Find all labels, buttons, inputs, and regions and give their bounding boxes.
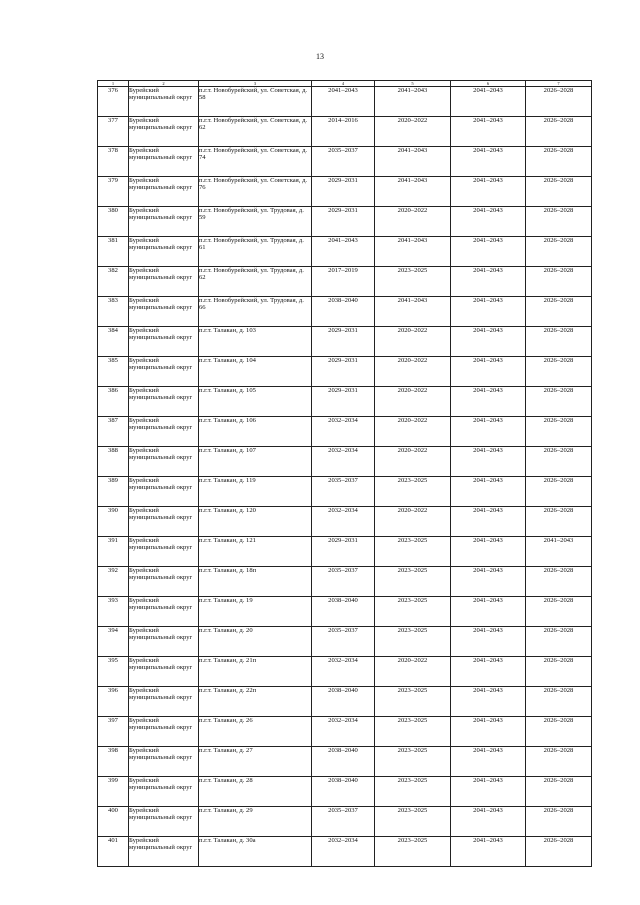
period-col-5: 2020–2022 <box>375 327 451 357</box>
period-col-7: 2026–2028 <box>526 327 592 357</box>
period-col-7: 2026–2028 <box>526 267 592 297</box>
district-name: Бурейский муниципальный округ <box>129 567 199 597</box>
row-number: 400 <box>98 807 129 837</box>
table-row <box>98 417 592 447</box>
period-col-5: 2023–2025 <box>375 267 451 297</box>
period-col-6: 2041–2043 <box>451 177 526 207</box>
row-number: 386 <box>98 387 129 417</box>
period-col-7: 2026–2028 <box>526 357 592 387</box>
address: п.г.т. Талакан, д. 18п <box>199 567 312 597</box>
period-col-7: 2026–2028 <box>526 237 592 267</box>
period-col-7: 2026–2028 <box>526 387 592 417</box>
period-col-5: 2020–2022 <box>375 657 451 687</box>
district-name: Бурейский муниципальный округ <box>129 507 199 537</box>
row-number: 388 <box>98 447 129 477</box>
period-col-7: 2026–2028 <box>526 297 592 327</box>
period-col-7: 2026–2028 <box>526 447 592 477</box>
period-col-5: 2023–2025 <box>375 687 451 717</box>
address: п.г.т. Талакан, д. 107 <box>199 447 312 477</box>
period-col-7: 2026–2028 <box>526 807 592 837</box>
column-header: 1 <box>98 81 129 87</box>
row-number: 394 <box>98 627 129 657</box>
table-row <box>98 357 592 387</box>
period-col-4: 2029–2031 <box>312 357 375 387</box>
period-col-7: 2026–2028 <box>526 747 592 777</box>
period-col-5: 2023–2025 <box>375 747 451 777</box>
row-number: 391 <box>98 537 129 567</box>
period-col-4: 2035–2037 <box>312 147 375 177</box>
period-col-4: 2038–2040 <box>312 597 375 627</box>
page-number: 13 <box>316 52 324 61</box>
table-row <box>98 207 592 237</box>
district-name: Бурейский муниципальный округ <box>129 717 199 747</box>
row-number: 383 <box>98 297 129 327</box>
district-name: Бурейский муниципальный округ <box>129 627 199 657</box>
period-col-4: 2032–2034 <box>312 717 375 747</box>
period-col-6: 2041–2043 <box>451 837 526 867</box>
period-col-4: 2038–2040 <box>312 747 375 777</box>
district-name: Бурейский муниципальный округ <box>129 327 199 357</box>
address: п.г.т. Талакан, д. 22п <box>199 687 312 717</box>
address: п.г.т. Талакан, д. 30а <box>199 837 312 867</box>
table-row <box>98 807 592 837</box>
address: п.г.т. Талакан, д. 27 <box>199 747 312 777</box>
table-row <box>98 507 592 537</box>
period-col-6: 2041–2043 <box>451 237 526 267</box>
table-row <box>98 717 592 747</box>
district-name: Бурейский муниципальный округ <box>129 537 199 567</box>
period-col-6: 2041–2043 <box>451 807 526 837</box>
address: п.г.т. Талакан, д. 103 <box>199 327 312 357</box>
row-number: 378 <box>98 147 129 177</box>
row-number: 384 <box>98 327 129 357</box>
table-row <box>98 597 592 627</box>
period-col-7: 2026–2028 <box>526 597 592 627</box>
period-col-4: 2035–2037 <box>312 627 375 657</box>
housing-repair-schedule-table <box>97 80 592 867</box>
period-col-5: 2020–2022 <box>375 117 451 147</box>
address: п.г.т. Талакан, д. 21п <box>199 657 312 687</box>
row-number: 392 <box>98 567 129 597</box>
period-col-4: 2029–2031 <box>312 207 375 237</box>
district-name: Бурейский муниципальный округ <box>129 237 199 267</box>
address: п.г.т. Талакан, д. 106 <box>199 417 312 447</box>
period-col-7: 2026–2028 <box>526 207 592 237</box>
period-col-7: 2026–2028 <box>526 417 592 447</box>
period-col-4: 2032–2034 <box>312 447 375 477</box>
column-header: 5 <box>375 81 451 87</box>
period-col-7: 2041–2043 <box>526 537 592 567</box>
period-col-5: 2023–2025 <box>375 717 451 747</box>
period-col-5: 2023–2025 <box>375 597 451 627</box>
district-name: Бурейский муниципальный округ <box>129 117 199 147</box>
table-row <box>98 237 592 267</box>
period-col-4: 2014–2016 <box>312 117 375 147</box>
period-col-5: 2041–2043 <box>375 177 451 207</box>
period-col-5: 2023–2025 <box>375 777 451 807</box>
row-number: 380 <box>98 207 129 237</box>
column-header: 3 <box>199 81 312 87</box>
period-col-6: 2041–2043 <box>451 597 526 627</box>
address: п.г.т. Новобурейский, ул. Советская, д. 58 <box>199 87 312 117</box>
period-col-5: 2020–2022 <box>375 447 451 477</box>
row-number: 382 <box>98 267 129 297</box>
period-col-5: 2041–2043 <box>375 237 451 267</box>
district-name: Бурейский муниципальный округ <box>129 387 199 417</box>
district-name: Бурейский муниципальный округ <box>129 207 199 237</box>
table-row <box>98 537 592 567</box>
period-col-4: 2029–2031 <box>312 177 375 207</box>
address: п.г.т. Новобурейский, ул. Трудовая, д. 62 <box>199 267 312 297</box>
row-number: 398 <box>98 747 129 777</box>
period-col-6: 2041–2043 <box>451 447 526 477</box>
period-col-4: 2035–2037 <box>312 807 375 837</box>
period-col-5: 2023–2025 <box>375 477 451 507</box>
period-col-7: 2026–2028 <box>526 507 592 537</box>
district-name: Бурейский муниципальный округ <box>129 687 199 717</box>
address: п.г.т. Новобурейский, ул. Трудовая, д. 61 <box>199 237 312 267</box>
table-row <box>98 297 592 327</box>
period-col-7: 2026–2028 <box>526 627 592 657</box>
period-col-6: 2041–2043 <box>451 717 526 747</box>
row-number: 390 <box>98 507 129 537</box>
row-number: 401 <box>98 837 129 867</box>
table-row <box>98 627 592 657</box>
address: п.г.т. Новобурейский, ул. Советская, д. 76 <box>199 177 312 207</box>
address: п.г.т. Талакан, д. 119 <box>199 477 312 507</box>
period-col-7: 2026–2028 <box>526 717 592 747</box>
row-number: 385 <box>98 357 129 387</box>
period-col-4: 2032–2034 <box>312 837 375 867</box>
period-col-4: 2032–2034 <box>312 657 375 687</box>
period-col-6: 2041–2043 <box>451 777 526 807</box>
period-col-5: 2023–2025 <box>375 627 451 657</box>
address: п.г.т. Новобурейский, ул. Советская, д. 74 <box>199 147 312 177</box>
period-col-7: 2026–2028 <box>526 477 592 507</box>
table-row <box>98 567 592 597</box>
period-col-4: 2029–2031 <box>312 327 375 357</box>
district-name: Бурейский муниципальный округ <box>129 297 199 327</box>
table-row <box>98 747 592 777</box>
period-col-7: 2026–2028 <box>526 87 592 117</box>
district-name: Бурейский муниципальный округ <box>129 267 199 297</box>
period-col-7: 2026–2028 <box>526 567 592 597</box>
period-col-6: 2041–2043 <box>451 117 526 147</box>
row-number: 399 <box>98 777 129 807</box>
district-name: Бурейский муниципальный округ <box>129 417 199 447</box>
period-col-4: 2035–2037 <box>312 567 375 597</box>
column-header: 4 <box>312 81 375 87</box>
address: п.г.т. Талакан, д. 105 <box>199 387 312 417</box>
district-name: Бурейский муниципальный округ <box>129 777 199 807</box>
column-header: 7 <box>526 81 592 87</box>
period-col-7: 2026–2028 <box>526 687 592 717</box>
period-col-6: 2041–2043 <box>451 657 526 687</box>
period-col-6: 2041–2043 <box>451 387 526 417</box>
period-col-7: 2026–2028 <box>526 117 592 147</box>
table-row <box>98 147 592 177</box>
address: п.г.т. Новобурейский, ул. Трудовая, д. 59 <box>199 207 312 237</box>
row-number: 379 <box>98 177 129 207</box>
period-col-4: 2029–2031 <box>312 387 375 417</box>
period-col-4: 2029–2031 <box>312 537 375 567</box>
period-col-4: 2038–2040 <box>312 297 375 327</box>
period-col-6: 2041–2043 <box>451 87 526 117</box>
period-col-7: 2026–2028 <box>526 777 592 807</box>
period-col-6: 2041–2043 <box>451 357 526 387</box>
table-row <box>98 687 592 717</box>
district-name: Бурейский муниципальный округ <box>129 477 199 507</box>
address: п.г.т. Новобурейский, ул. Трудовая, д. 66 <box>199 297 312 327</box>
address: п.г.т. Талакан, д. 104 <box>199 357 312 387</box>
district-name: Бурейский муниципальный округ <box>129 87 199 117</box>
table-row <box>98 387 592 417</box>
period-col-6: 2041–2043 <box>451 327 526 357</box>
row-number: 377 <box>98 117 129 147</box>
period-col-5: 2023–2025 <box>375 567 451 597</box>
period-col-4: 2041–2043 <box>312 87 375 117</box>
table-row <box>98 267 592 297</box>
table-row <box>98 477 592 507</box>
column-header: 6 <box>451 81 526 87</box>
district-name: Бурейский муниципальный округ <box>129 357 199 387</box>
period-col-5: 2041–2043 <box>375 297 451 327</box>
period-col-5: 2020–2022 <box>375 207 451 237</box>
table-row <box>98 327 592 357</box>
table-row <box>98 87 592 117</box>
period-col-6: 2041–2043 <box>451 687 526 717</box>
period-col-6: 2041–2043 <box>451 297 526 327</box>
period-col-7: 2026–2028 <box>526 177 592 207</box>
period-col-5: 2023–2025 <box>375 807 451 837</box>
period-col-4: 2032–2034 <box>312 417 375 447</box>
period-col-4: 2038–2040 <box>312 777 375 807</box>
district-name: Бурейский муниципальный округ <box>129 807 199 837</box>
table-row <box>98 447 592 477</box>
table-row <box>98 777 592 807</box>
address: п.г.т. Талакан, д. 120 <box>199 507 312 537</box>
period-col-5: 2023–2025 <box>375 837 451 867</box>
row-number: 393 <box>98 597 129 627</box>
address: п.г.т. Талакан, д. 20 <box>199 627 312 657</box>
table-row <box>98 177 592 207</box>
period-col-5: 2020–2022 <box>375 507 451 537</box>
period-col-6: 2041–2043 <box>451 507 526 537</box>
address: п.г.т. Талакан, д. 29 <box>199 807 312 837</box>
row-number: 396 <box>98 687 129 717</box>
period-col-5: 2020–2022 <box>375 357 451 387</box>
address: п.г.т. Новобурейский, ул. Советская, д. 62 <box>199 117 312 147</box>
period-col-6: 2041–2043 <box>451 537 526 567</box>
period-col-7: 2026–2028 <box>526 657 592 687</box>
period-col-7: 2026–2028 <box>526 837 592 867</box>
period-col-5: 2023–2025 <box>375 537 451 567</box>
period-col-5: 2020–2022 <box>375 417 451 447</box>
column-header: 2 <box>129 81 199 87</box>
period-col-5: 2041–2043 <box>375 87 451 117</box>
period-col-6: 2041–2043 <box>451 567 526 597</box>
period-col-4: 2041–2043 <box>312 237 375 267</box>
table-row <box>98 657 592 687</box>
row-number: 397 <box>98 717 129 747</box>
district-name: Бурейский муниципальный округ <box>129 447 199 477</box>
period-col-6: 2041–2043 <box>451 207 526 237</box>
period-col-6: 2041–2043 <box>451 477 526 507</box>
row-number: 376 <box>98 87 129 117</box>
period-col-6: 2041–2043 <box>451 417 526 447</box>
period-col-6: 2041–2043 <box>451 147 526 177</box>
address: п.г.т. Талакан, д. 121 <box>199 537 312 567</box>
period-col-4: 2032–2034 <box>312 507 375 537</box>
period-col-4: 2038–2040 <box>312 687 375 717</box>
district-name: Бурейский муниципальный округ <box>129 177 199 207</box>
period-col-7: 2026–2028 <box>526 147 592 177</box>
district-name: Бурейский муниципальный округ <box>129 747 199 777</box>
table-row <box>98 117 592 147</box>
period-col-4: 2035–2037 <box>312 477 375 507</box>
period-col-6: 2041–2043 <box>451 627 526 657</box>
district-name: Бурейский муниципальный округ <box>129 597 199 627</box>
period-col-5: 2041–2043 <box>375 147 451 177</box>
row-number: 387 <box>98 417 129 447</box>
period-col-6: 2041–2043 <box>451 267 526 297</box>
period-col-6: 2041–2043 <box>451 747 526 777</box>
address: п.г.т. Талакан, д. 26 <box>199 717 312 747</box>
district-name: Бурейский муниципальный округ <box>129 657 199 687</box>
address: п.г.т. Талакан, д. 28 <box>199 777 312 807</box>
district-name: Бурейский муниципальный округ <box>129 837 199 867</box>
table-row <box>98 837 592 867</box>
row-number: 381 <box>98 237 129 267</box>
address: п.г.т. Талакан, д. 19 <box>199 597 312 627</box>
period-col-5: 2020–2022 <box>375 387 451 417</box>
row-number: 395 <box>98 657 129 687</box>
row-number: 389 <box>98 477 129 507</box>
period-col-4: 2017–2019 <box>312 267 375 297</box>
district-name: Бурейский муниципальный округ <box>129 147 199 177</box>
